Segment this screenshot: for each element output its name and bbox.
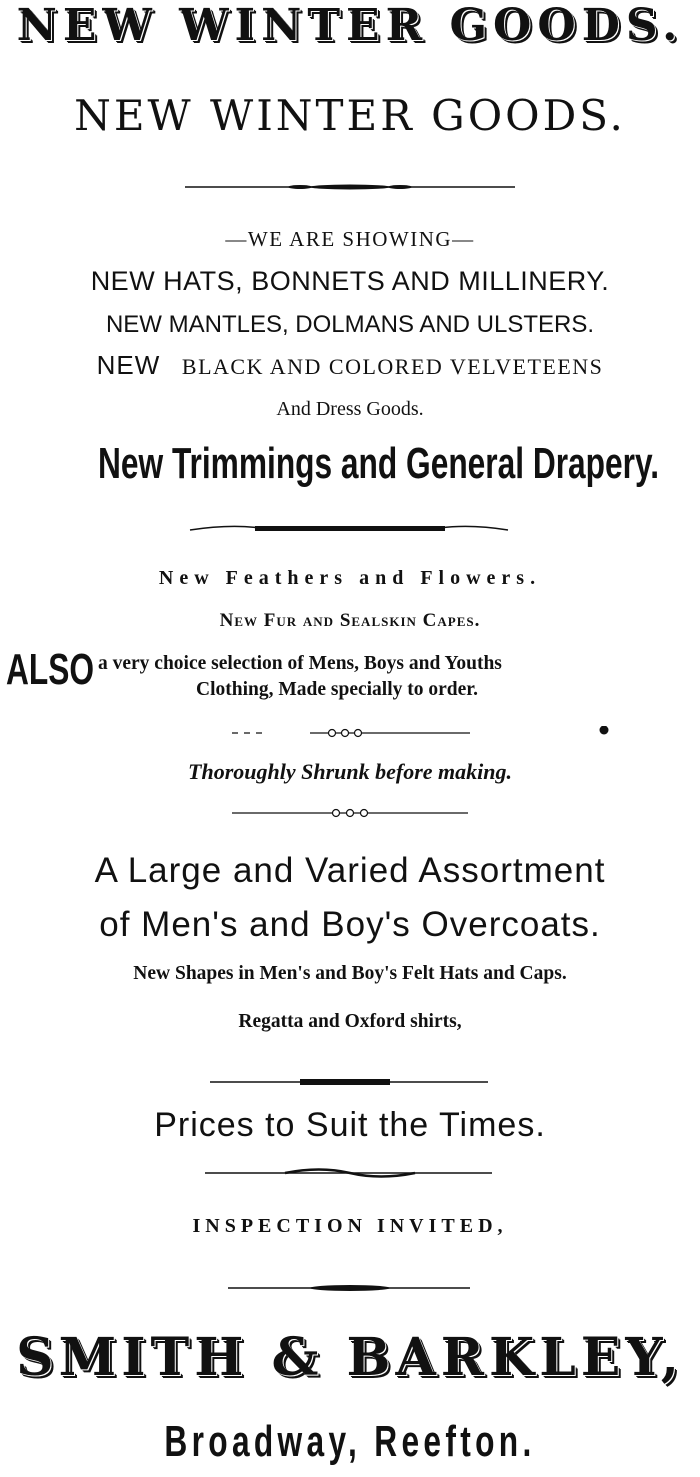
ornamental-rule xyxy=(0,726,700,740)
also-word: ALSO xyxy=(6,645,95,694)
overcoats-line: of Men's and Boy's Overcoats. xyxy=(99,905,601,944)
showing-intro: —WE ARE SHOWING— xyxy=(225,227,475,251)
decorative-title: NEW WINTER GOODS. xyxy=(16,0,684,51)
dress-goods-line: And Dress Goods. xyxy=(276,398,424,420)
ornamental-rule xyxy=(0,806,700,820)
ornamental-rule xyxy=(0,1166,700,1180)
assortment-line: A Large and Varied Assortment xyxy=(94,851,606,890)
address-line: Broadway, Reefton. xyxy=(164,1417,536,1466)
also-line-1: a very choice selection of Mens, Boys and Youths xyxy=(98,653,502,674)
velveteens-line xyxy=(0,352,700,378)
ornate-title: NEW WINTER GOODS. xyxy=(74,91,626,140)
ornamental-rule xyxy=(0,1075,700,1089)
fur-capes-line: New Fur and Sealskin Capes. xyxy=(219,610,481,631)
mantles-line: NEW MANTLES, DOLMANS AND ULSTERS. xyxy=(105,311,595,338)
shirts-line: Regatta and Oxford shirts, xyxy=(238,1011,462,1032)
trimmings-line: New Trimmings and General Drapery. xyxy=(97,439,660,488)
shrunk-line: Thoroughly Shrunk before making. xyxy=(188,759,512,784)
inspection-line: INSPECTION INVITED, xyxy=(192,1215,508,1237)
ornamental-rule xyxy=(0,1281,700,1295)
velveteens-prefix: NEW xyxy=(96,350,161,380)
velveteens-text: BLACK AND COLORED VELVETEENS xyxy=(181,354,604,379)
also-block xyxy=(0,646,700,706)
ornamental-rule xyxy=(0,180,700,194)
hats-line: NEW HATS, BONNETS AND MILLINERY. xyxy=(90,266,610,296)
also-line-2: Clothing, Made specially to order. xyxy=(196,679,479,700)
feathers-line: New Feathers and Flowers. xyxy=(158,567,542,589)
firm-name: SMITH & BARKLEY, xyxy=(16,1327,684,1388)
felt-hats-line: New Shapes in Men's and Boy's Felt Hats and Caps. xyxy=(133,963,567,984)
prices-line: Prices to Suit the Times. xyxy=(154,1106,546,1144)
ornamental-rule xyxy=(0,522,700,536)
